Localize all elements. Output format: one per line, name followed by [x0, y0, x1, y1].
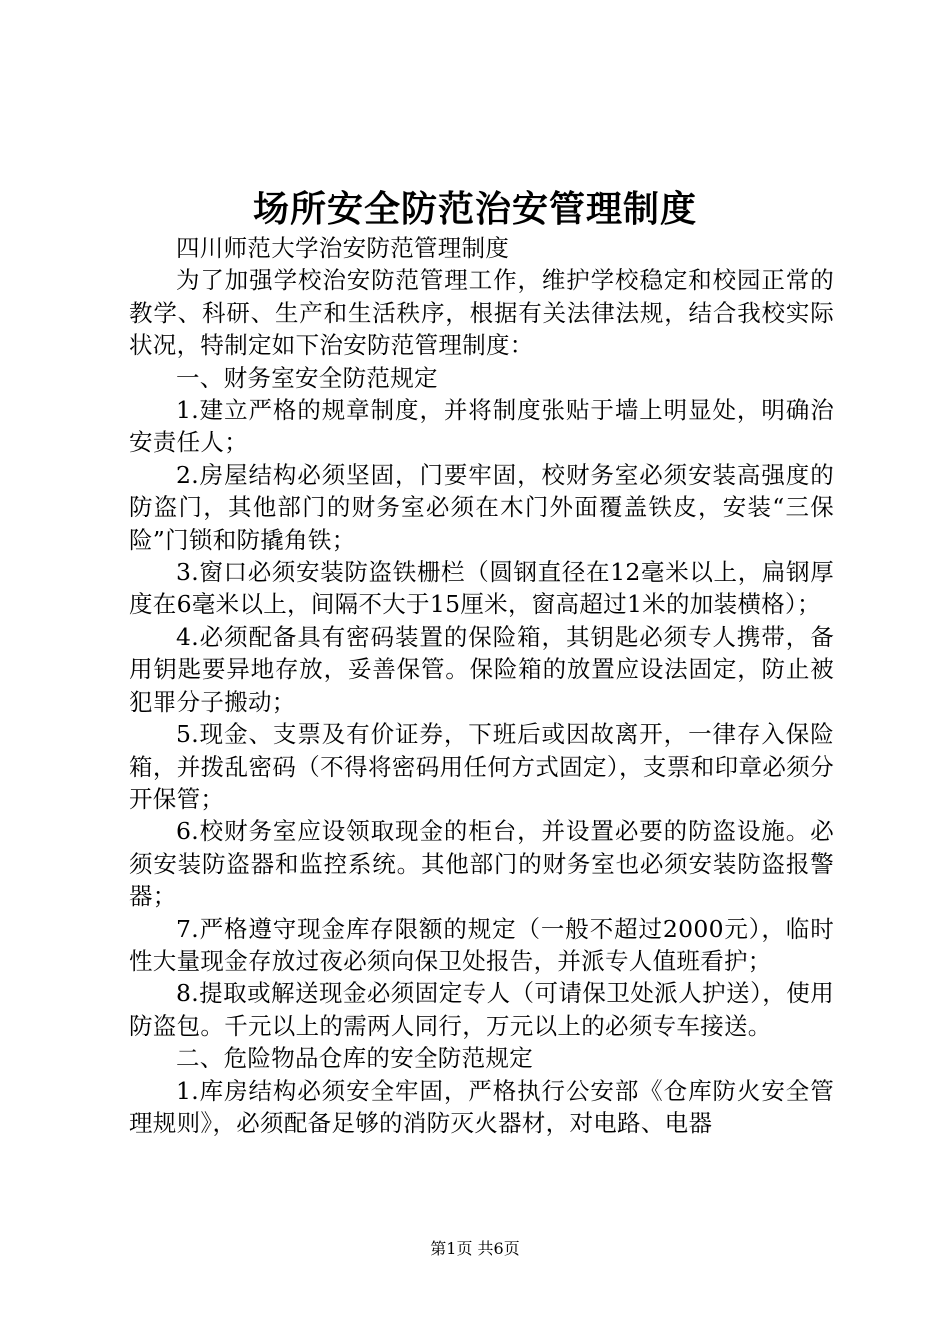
- paragraph-item-5: 5.现金、支票及有价证券，下班后或因故离开，一律存入保险箱，并拨乱密码（不得将密码用任何方式固定），支票和印章必须分开保管；: [129, 720, 834, 813]
- section-heading-hazardous: 二、危险物品仓库的安全防范规定: [176, 1044, 533, 1073]
- paragraph-item-8: 8.提取或解送现金必须固定专人（可请保卫处派人护送），使用防盗包。千元以上的需两人同行，万元以上的必须专车接送。: [129, 979, 834, 1040]
- paragraph-item-3: 3.窗口必须安装防盗铁栅栏（圆钢直径在12毫米以上，扁钢厚度在6毫米以上，间隔不大于15厘米，窗高超过1米的加装横格）；: [129, 558, 834, 619]
- page-footer: 第1页 共6页: [430, 1239, 520, 1258]
- paragraph-item-4: 4.必须配备具有密码装置的保险箱，其钥匙必须专人携带，备用钥匙要异地存放，妥善保管。保险箱的放置应设法固定，防止被犯罪分子搬动；: [129, 622, 834, 716]
- document-body: [129, 232, 834, 1139]
- paragraph-intro: 为了加强学校治安防范管理工作，维护学校稳定和校园正常的教学、科研、生产和生活秩序，根据有关法律法规，结合我校实际状况，特制定如下治安防范管理制度：: [129, 266, 834, 360]
- paragraph-item-7: 7.严格遵守现金库存限额的规定（一般不超过2000元），临时性大量现金存放过夜必须向保卫处报告，并派专人值班看护；: [129, 914, 834, 975]
- paragraph-subtitle: 四川师范大学治安防范管理制度: [176, 234, 510, 262]
- paragraph-item-2: 2.房屋结构必须坚固，门要牢固，校财务室必须安装高强度的防盗门，其他部门的财务室必须在木门外面覆盖铁皮，安装“三保险”门锁和防撬角铁；: [129, 460, 834, 554]
- document-title: 场所安全防范治安管理制度: [252, 188, 697, 230]
- paragraph-hazard-item-1: 1.库房结构必须安全牢固，严格执行公安部《仓库防火安全管理规则》，必须配备足够的消防灭火器材，对电路、电器: [129, 1076, 834, 1137]
- paragraph-item-1: 1.建立严格的规章制度，并将制度张贴于墙上明显处，明确治安责任人；: [129, 396, 834, 457]
- paragraph-item-6: 6.校财务室应设领取现金的柜台，并设置必要的防盗设施。必须安装防盗器和监控系统。其他部门的财务室也必须安装防盗报警器；: [129, 817, 834, 911]
- section-heading-finance: 一、财务室安全防范规定: [176, 363, 438, 392]
